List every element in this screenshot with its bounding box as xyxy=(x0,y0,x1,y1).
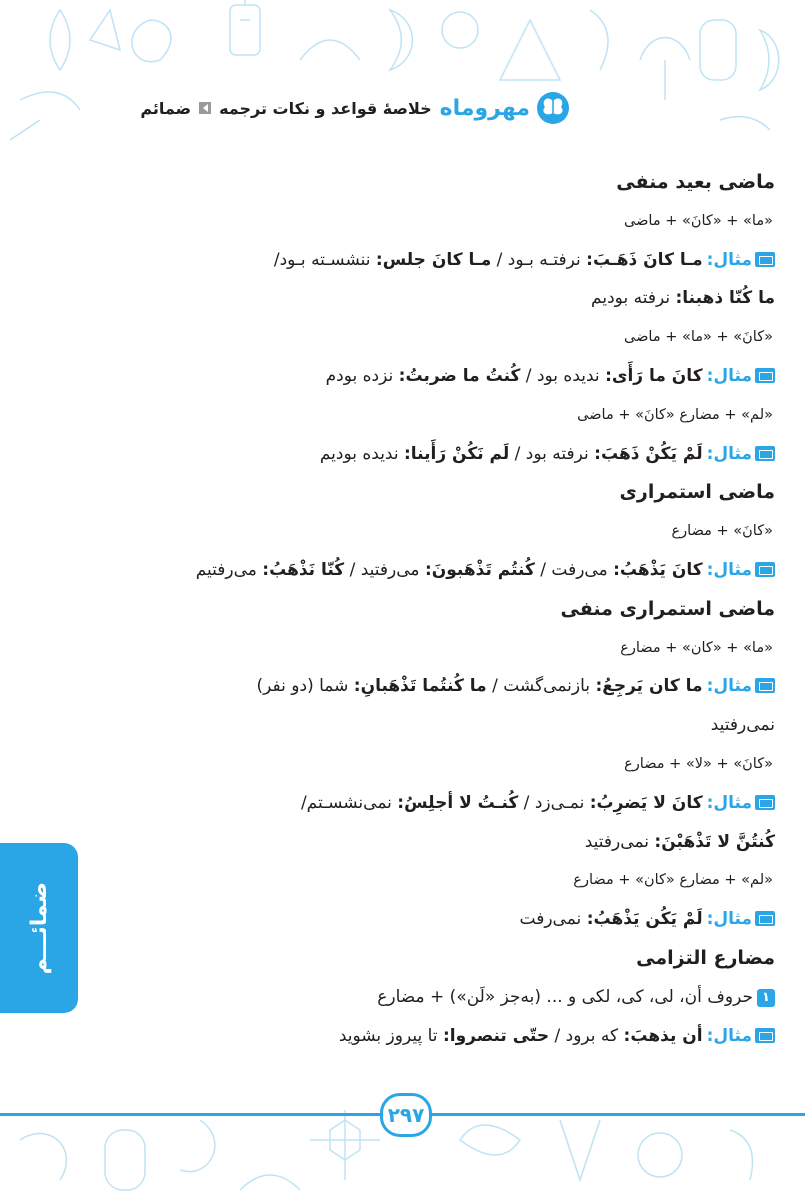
example-label: مثال: xyxy=(706,365,752,386)
example-label: مثال: xyxy=(706,1025,752,1046)
persian-translation: نرفته بوديم xyxy=(591,288,676,309)
arabic-phrase: لَمْ يَكُن يَذْهَبُ: xyxy=(586,909,703,930)
example-line xyxy=(115,435,775,474)
arabic-phrase: حتّى تنصروا: xyxy=(442,1025,550,1046)
example-icon xyxy=(755,252,775,267)
persian-translation: نديده بود / xyxy=(520,365,606,386)
example-continuation xyxy=(115,279,775,318)
chapter-side-tab-label: ضمائـــم xyxy=(26,881,52,975)
brand-name: مهروماه xyxy=(439,95,530,121)
rule-text: حروف أن، لی، كی، لكی و ... (به‌جز «لَن») + مضارع xyxy=(377,986,753,1007)
persian-translation: نمی‌رفتيد xyxy=(710,715,775,736)
persian-translation: نمی‌رفت xyxy=(519,909,587,930)
section-heading: ماضی استمراری xyxy=(619,481,775,504)
arabic-phrase: كُنتُنَّ لا تَذْهَبْنَ: xyxy=(654,831,775,852)
formula-line: «كانَ» + مضارع xyxy=(671,523,773,540)
formula-line: «كانَ» + «لا» + مضارع xyxy=(624,755,773,772)
section-heading: ماضی استمراری منفی xyxy=(560,597,775,620)
example-icon xyxy=(755,446,775,461)
persian-translation: نمی‌رفتيد xyxy=(584,831,655,852)
arabic-phrase: أن يذهبَ: xyxy=(623,1025,703,1046)
persian-translation: نرفتـه بـود / xyxy=(491,249,587,270)
page-content xyxy=(115,163,775,1055)
arabic-phrase: لَمْ يَكُنْ ذَهَبَ: xyxy=(594,443,703,464)
formula-line: «ما» + «کانَ» + ماضی xyxy=(624,212,773,229)
persian-translation: نرفته بود / xyxy=(509,443,595,464)
section-heading: مضارع التزامی xyxy=(636,946,775,969)
arabic-phrase: لَم نَكُنْ رَأَينا: xyxy=(403,443,510,464)
example-label: مثال: xyxy=(706,249,752,270)
formula-line: «لم» + مضارع «كانَ» + ماضی xyxy=(577,406,773,423)
arabic-phrase: كُنتُ ما ضربتُ: xyxy=(398,365,521,386)
arabic-phrase: كُنتُم تَذْهَبونَ: xyxy=(424,559,535,580)
arabic-phrase: ما كُنتُما تَذْهَبانِ: xyxy=(353,676,487,697)
arabic-phrase: كُنّا نَذْهَبُ: xyxy=(262,559,345,580)
persian-translation: بازنمی‌گشت / xyxy=(486,676,596,697)
example-icon xyxy=(755,795,775,810)
example-label: مثال: xyxy=(706,559,752,580)
example-line xyxy=(115,900,775,939)
decorative-header-pattern xyxy=(0,0,805,160)
persian-translation: نديده بوديم xyxy=(319,443,404,464)
example-line xyxy=(115,357,775,396)
example-continuation xyxy=(115,823,775,862)
arabic-phrase: مـا كانَ ذَهَـبَ: xyxy=(586,249,703,270)
persian-translation: ننشسـته بـود/ xyxy=(273,249,376,270)
persian-translation: تا پيروز بشويد xyxy=(338,1025,443,1046)
example-line xyxy=(115,1017,775,1056)
formula-line: «لم» + مضارع «كان» + مضارع xyxy=(573,872,773,889)
breadcrumb-section: خلاصهٔ قواعد و نکات ترجمه xyxy=(219,98,432,118)
formula-line: «ما» + «كان» + مضارع xyxy=(620,639,773,656)
rule-number-badge: ۱ xyxy=(757,989,775,1007)
breadcrumb-arrow-icon xyxy=(199,102,211,114)
arabic-phrase: كانَ يَذْهَبُ: xyxy=(613,559,703,580)
arabic-phrase: مـا كانَ جلس: xyxy=(375,249,492,270)
example-icon xyxy=(755,678,775,693)
example-icon xyxy=(755,562,775,577)
brand-logo xyxy=(440,91,570,125)
persian-translation: نمی‌نشسـتم/ xyxy=(300,792,398,813)
example-label: مثال: xyxy=(706,909,752,930)
persian-translation: نزده بودم xyxy=(325,365,399,386)
example-line xyxy=(115,241,775,280)
example-line xyxy=(115,551,775,590)
example-label: مثال: xyxy=(706,792,752,813)
arabic-phrase: كانَ ما رَأَى: xyxy=(605,365,703,386)
persian-translation: می‌رفتيد / xyxy=(344,559,425,580)
page-number: ۲۹۷ xyxy=(380,1093,432,1137)
page-header xyxy=(100,88,570,128)
persian-translation: شما (دو نفر) xyxy=(256,676,354,697)
example-line xyxy=(115,784,775,823)
persian-translation: می‌رفت / xyxy=(534,559,614,580)
arabic-phrase: كُنـتُ لا أجلِسُ: xyxy=(397,792,519,813)
persian-translation: می‌رفتيم xyxy=(195,559,263,580)
example-label: مثال: xyxy=(706,676,752,697)
arabic-phrase: ما كان يَرجِعُ: xyxy=(595,676,703,697)
persian-translation: كه برود / xyxy=(549,1025,624,1046)
formula-line: «كانَ» + «ما» + ماضی xyxy=(624,329,773,346)
example-icon xyxy=(755,368,775,383)
persian-translation: نمـی‌زد / xyxy=(518,792,590,813)
arabic-phrase: كانَ لا يَضرِبُ: xyxy=(589,792,703,813)
example-line xyxy=(115,667,775,706)
example-label: مثال: xyxy=(706,443,752,464)
chapter-side-tab xyxy=(0,843,78,1013)
breadcrumb-chapter: ضمائم xyxy=(140,98,192,118)
example-icon xyxy=(755,1028,775,1043)
numbered-rule xyxy=(115,978,775,1017)
section-heading: ماضی بعید منفی xyxy=(616,171,775,193)
example-icon xyxy=(755,911,775,926)
butterfly-icon xyxy=(536,91,570,125)
arabic-phrase: ما كُنّا ذهبنا: xyxy=(675,288,775,309)
example-continuation xyxy=(115,706,775,745)
